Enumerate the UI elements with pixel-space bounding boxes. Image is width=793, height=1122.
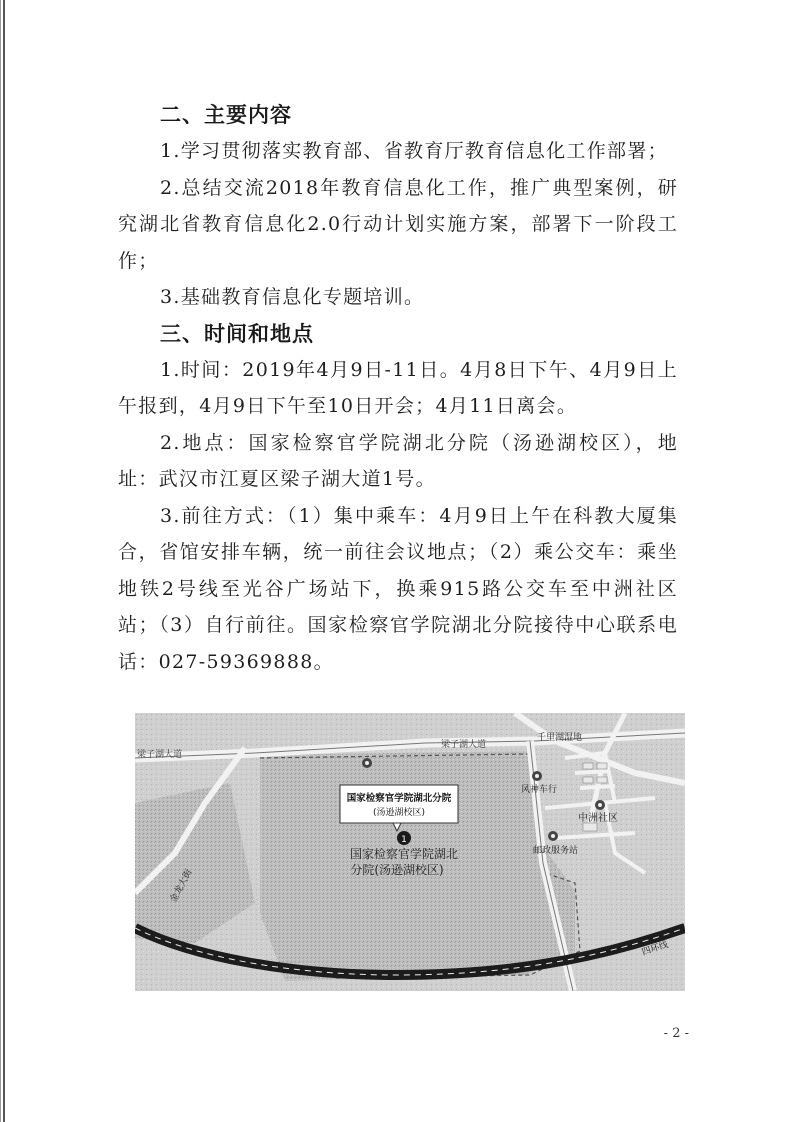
map-graphic [135,713,685,991]
callout-line2: (汤逊湖校区) [372,808,426,818]
poi-icon-post-inner [551,834,555,838]
place-label-community: 中洲社区 [578,813,618,824]
scan-edge-light [0,0,1,1122]
document-body [118,97,678,680]
place-label-post: 邮政服务站 [533,846,579,856]
section-heading-time-place: 三、时间和地点 [160,321,314,346]
road-label-ring: 四环线 [640,939,670,958]
paragraph-location: 2.地点：国家检察官学院湖北分院（汤逊湖校区），地址：武汉市江夏区梁子湖大道1号。 [118,431,678,490]
poi-icon-top-inner [365,761,369,765]
map-marker-number: 1 [401,835,407,845]
location-map [135,713,685,991]
marker-label-line1: 国家检察官学院湖北 [349,847,459,861]
place-label-car-dealer: 风神车行 [521,785,558,795]
poi-icon-car-dealer-inner [535,774,539,778]
marker-label-line2: 分院(汤逊湖校区) [350,863,444,877]
paragraph-item-3: 3.基础教育信息化专题培训。 [160,286,425,308]
poi-icon-community-inner [598,803,602,807]
place-label-wetland: 千里湖湿地 [537,733,583,743]
callout-line1: 国家检察官学院湖北分院 [346,793,452,804]
scan-edge [3,0,5,1122]
paragraph-time: 1.时间：2019年4月9日-11日。4月8日下午、4月9日上午报到，4月9日下午至10日开会；4月11日离会。 [118,358,678,417]
paragraph-transport: 3.前往方式：（1）集中乘车：4月9日上午在科教大厦集合，省馆安排车辆，统一前往会议地点；（2）乘公交车：乘坐地铁2号线至光谷广场站下，换乘915路公交车至中洲社区站；（3）自行前往。国家检察官学院湖北分院接待中心联系电话：027-59369888。 [118,504,678,673]
road-label-west: 梁子湖大道 [137,750,183,760]
page-number: - 2 - [663,1026,689,1041]
road-label-top: 梁子湖大道 [441,740,487,750]
section-heading-main-content: 二、主要内容 [160,103,292,127]
paragraph-item-1: 1.学习贯彻落实教育部、省教育厅教育信息化工作部署； [160,140,668,162]
road-label-jinlong: 金龙大街 [168,867,195,905]
paragraph-item-2: 2.总结交流2018年教育信息化工作，推广典型案例，研究湖北省教育信息化2.0行动计划实施方案，部署下一阶段工作； [118,176,678,272]
